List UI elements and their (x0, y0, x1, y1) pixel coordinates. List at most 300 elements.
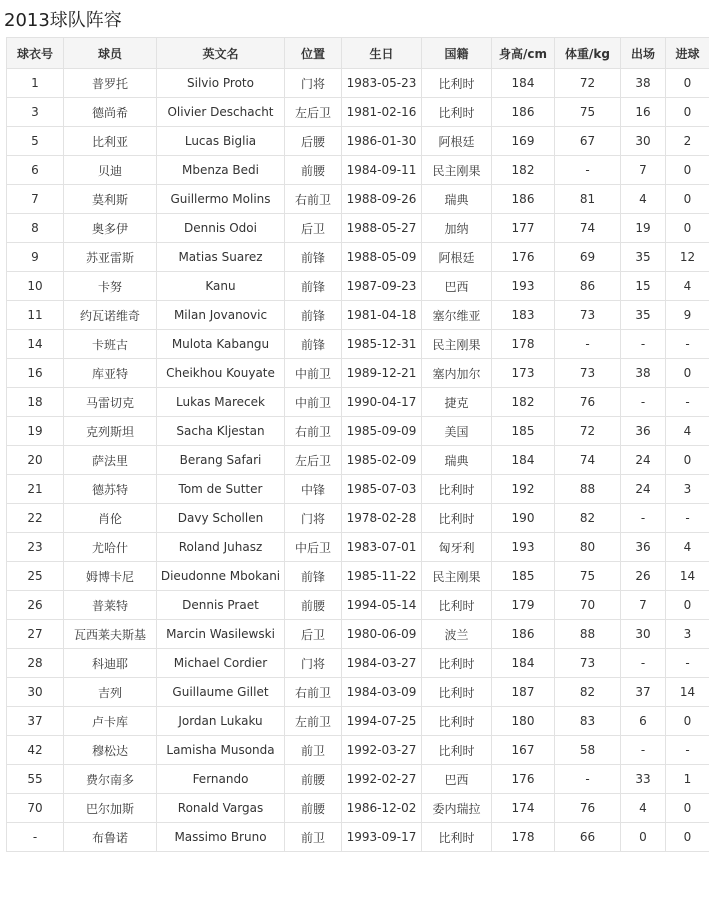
cell-weight: 82 (555, 678, 621, 707)
cell-appearances: - (621, 736, 666, 765)
cell-nationality: 塞内加尔 (422, 359, 492, 388)
cell-position: 前腰 (285, 156, 342, 185)
table-row (7, 446, 709, 475)
roster-table (6, 37, 709, 852)
cell-appearances: 36 (621, 533, 666, 562)
table-row (7, 504, 709, 533)
cell-height: 184 (492, 446, 555, 475)
cell-player-name[interactable]: 卢卡库 (64, 707, 157, 736)
cell-player-name[interactable]: 肖伦 (64, 504, 157, 533)
cell-goals: 0 (666, 707, 709, 736)
cell-height: 193 (492, 272, 555, 301)
cell-jersey-number: 23 (7, 533, 64, 562)
cell-weight: 81 (555, 185, 621, 214)
cell-height: 184 (492, 69, 555, 98)
cell-jersey-number: 14 (7, 330, 64, 359)
cell-english-name[interactable]: Dieudonne Mbokani (157, 562, 285, 591)
table-row (7, 388, 709, 417)
cell-appearances: 4 (621, 794, 666, 823)
cell-position: 中锋 (285, 475, 342, 504)
cell-appearances: - (621, 330, 666, 359)
cell-english-name[interactable]: Dennis Praet (157, 591, 285, 620)
cell-appearances: 0 (621, 823, 666, 852)
table-row (7, 127, 709, 156)
cell-jersey-number: 10 (7, 272, 64, 301)
cell-nationality: 波兰 (422, 620, 492, 649)
cell-english-name: Michael Cordier (157, 649, 285, 678)
cell-position: 左后卫 (285, 446, 342, 475)
cell-nationality: 比利时 (422, 475, 492, 504)
cell-goals: 1 (666, 765, 709, 794)
cell-jersey-number: 9 (7, 243, 64, 272)
cell-nationality: 比利时 (422, 504, 492, 533)
cell-goals: 2 (666, 127, 709, 156)
cell-goals: 0 (666, 823, 709, 852)
cell-appearances: 15 (621, 272, 666, 301)
cell-position: 前腰 (285, 765, 342, 794)
cell-goals: 0 (666, 98, 709, 127)
cell-player-name[interactable]: 苏亚雷斯 (64, 243, 157, 272)
cell-appearances: 16 (621, 98, 666, 127)
cell-weight: 82 (555, 504, 621, 533)
cell-english-name: Lukas Marecek (157, 388, 285, 417)
cell-player-name[interactable]: 卡班古 (64, 330, 157, 359)
cell-birthday: 1986-12-02 (342, 794, 422, 823)
cell-birthday: 1980-06-09 (342, 620, 422, 649)
table-row (7, 620, 709, 649)
cell-english-name: Roland Juhasz (157, 533, 285, 562)
cell-weight: 70 (555, 591, 621, 620)
cell-height: 169 (492, 127, 555, 156)
cell-goals: 4 (666, 417, 709, 446)
cell-nationality: 比利时 (422, 707, 492, 736)
cell-goals: 0 (666, 359, 709, 388)
cell-player-name[interactable]: 克列斯坦 (64, 417, 157, 446)
cell-position: 门将 (285, 504, 342, 533)
cell-nationality: 捷克 (422, 388, 492, 417)
cell-appearances: - (621, 504, 666, 533)
cell-goals: 3 (666, 620, 709, 649)
cell-appearances: 30 (621, 620, 666, 649)
cell-weight: 86 (555, 272, 621, 301)
cell-appearances: 38 (621, 359, 666, 388)
cell-position: 右前卫 (285, 185, 342, 214)
cell-weight: 73 (555, 359, 621, 388)
cell-player-name[interactable]: 德尚希 (64, 98, 157, 127)
cell-weight: 73 (555, 649, 621, 678)
table-row (7, 301, 709, 330)
cell-nationality: 比利时 (422, 736, 492, 765)
cell-weight: 75 (555, 562, 621, 591)
cell-jersey-number: 18 (7, 388, 64, 417)
cell-nationality: 民主刚果 (422, 330, 492, 359)
cell-english-name[interactable]: Marcin Wasilewski (157, 620, 285, 649)
cell-appearances: 36 (621, 417, 666, 446)
cell-height: 182 (492, 156, 555, 185)
cell-height: 192 (492, 475, 555, 504)
cell-birthday: 1983-07-01 (342, 533, 422, 562)
header-player: 球员 (64, 38, 157, 69)
cell-nationality: 阿根廷 (422, 127, 492, 156)
cell-weight: 72 (555, 69, 621, 98)
footer-fragment (50, 868, 130, 876)
cell-weight: 88 (555, 620, 621, 649)
cell-jersey-number: 42 (7, 736, 64, 765)
cell-goals: 14 (666, 562, 709, 591)
cell-birthday: 1987-09-23 (342, 272, 422, 301)
table-row (7, 185, 709, 214)
cell-player-name[interactable]: 德苏特 (64, 475, 157, 504)
cell-height: 185 (492, 562, 555, 591)
cell-birthday: 1985-07-03 (342, 475, 422, 504)
header-appearances: 出场 (621, 38, 666, 69)
cell-position: 右前卫 (285, 417, 342, 446)
cell-jersey-number: 8 (7, 214, 64, 243)
cell-jersey-number: 7 (7, 185, 64, 214)
cell-goals: - (666, 649, 709, 678)
cell-height: 178 (492, 330, 555, 359)
cell-player-name[interactable]: 巴尔加斯 (64, 794, 157, 823)
cell-nationality: 巴西 (422, 765, 492, 794)
cell-position: 后腰 (285, 127, 342, 156)
cell-nationality: 加纳 (422, 214, 492, 243)
header-weight: 体重/kg (555, 38, 621, 69)
cell-birthday: 1985-11-22 (342, 562, 422, 591)
cell-nationality: 比利时 (422, 591, 492, 620)
cell-player-name[interactable]: 瓦西莱夫斯基 (64, 620, 157, 649)
cell-player-name[interactable]: 卡努 (64, 272, 157, 301)
cell-appearances: 7 (621, 156, 666, 185)
cell-weight: 83 (555, 707, 621, 736)
table-row (7, 823, 709, 852)
table-row (7, 359, 709, 388)
cell-position: 门将 (285, 649, 342, 678)
cell-nationality: 瑞典 (422, 185, 492, 214)
cell-position: 中前卫 (285, 388, 342, 417)
cell-nationality: 阿根廷 (422, 243, 492, 272)
header-birthday: 生日 (342, 38, 422, 69)
table-row (7, 562, 709, 591)
cell-birthday: 1988-05-09 (342, 243, 422, 272)
cell-goals: 0 (666, 446, 709, 475)
cell-player-name: 普莱特 (64, 591, 157, 620)
cell-weight: 88 (555, 475, 621, 504)
table-row (7, 417, 709, 446)
cell-birthday: 1983-05-23 (342, 69, 422, 98)
cell-position: 右前卫 (285, 678, 342, 707)
cell-height: 177 (492, 214, 555, 243)
cell-goals: 0 (666, 591, 709, 620)
cell-player-name[interactable]: 库亚特 (64, 359, 157, 388)
cell-height: 176 (492, 765, 555, 794)
cell-english-name: Silvio Proto (157, 69, 285, 98)
cell-nationality: 民主刚果 (422, 156, 492, 185)
cell-position: 左前卫 (285, 707, 342, 736)
cell-height: 193 (492, 533, 555, 562)
cell-nationality: 比利时 (422, 649, 492, 678)
table-row (7, 678, 709, 707)
cell-position: 前腰 (285, 794, 342, 823)
cell-player-name[interactable]: 费尔南多 (64, 765, 157, 794)
cell-height: 184 (492, 649, 555, 678)
cell-jersey-number: 28 (7, 649, 64, 678)
cell-birthday: 1993-09-17 (342, 823, 422, 852)
cell-english-name[interactable]: Milan Jovanovic (157, 301, 285, 330)
table-row (7, 591, 709, 620)
cell-birthday: 1988-09-26 (342, 185, 422, 214)
cell-jersey-number: - (7, 823, 64, 852)
cell-player-name[interactable]: 尤哈什 (64, 533, 157, 562)
cell-birthday: 1989-12-21 (342, 359, 422, 388)
cell-goals: 14 (666, 678, 709, 707)
table-row (7, 794, 709, 823)
cell-player-name[interactable]: 比利亚 (64, 127, 157, 156)
cell-position: 中前卫 (285, 359, 342, 388)
table-row (7, 707, 709, 736)
cell-height: 190 (492, 504, 555, 533)
cell-position: 前锋 (285, 272, 342, 301)
cell-birthday: 1984-03-09 (342, 678, 422, 707)
cell-goals: 3 (666, 475, 709, 504)
cell-english-name[interactable]: Fernando (157, 765, 285, 794)
cell-height: 186 (492, 620, 555, 649)
cell-birthday: 1988-05-27 (342, 214, 422, 243)
cell-position: 前腰 (285, 591, 342, 620)
cell-birthday: 1981-04-18 (342, 301, 422, 330)
cell-english-name: Davy Schollen (157, 504, 285, 533)
cell-appearances: 7 (621, 591, 666, 620)
cell-english-name: Jordan Lukaku (157, 707, 285, 736)
cell-english-name[interactable]: Matias Suarez (157, 243, 285, 272)
cell-jersey-number: 1 (7, 69, 64, 98)
cell-appearances: 19 (621, 214, 666, 243)
cell-jersey-number: 21 (7, 475, 64, 504)
cell-nationality: 美国 (422, 417, 492, 446)
cell-position: 后卫 (285, 620, 342, 649)
cell-nationality: 比利时 (422, 678, 492, 707)
cell-position: 后卫 (285, 214, 342, 243)
cell-goals: - (666, 330, 709, 359)
cell-nationality: 匈牙利 (422, 533, 492, 562)
cell-appearances: 24 (621, 475, 666, 504)
cell-jersey-number: 25 (7, 562, 64, 591)
cell-english-name: Massimo Bruno (157, 823, 285, 852)
table-row (7, 156, 709, 185)
cell-position: 前锋 (285, 301, 342, 330)
cell-birthday: 1992-03-27 (342, 736, 422, 765)
cell-height: 174 (492, 794, 555, 823)
cell-english-name[interactable]: Kanu (157, 272, 285, 301)
cell-jersey-number: 70 (7, 794, 64, 823)
cell-weight: 67 (555, 127, 621, 156)
cell-player-name[interactable]: 吉列 (64, 678, 157, 707)
cell-birthday: 1978-02-28 (342, 504, 422, 533)
cell-goals: 0 (666, 185, 709, 214)
cell-weight: 69 (555, 243, 621, 272)
table-row (7, 765, 709, 794)
cell-height: 186 (492, 98, 555, 127)
cell-appearances: 24 (621, 446, 666, 475)
cell-weight: 74 (555, 214, 621, 243)
cell-english-name: Guillaume Gillet (157, 678, 285, 707)
cell-jersey-number: 16 (7, 359, 64, 388)
cell-appearances: 37 (621, 678, 666, 707)
header-position: 位置 (285, 38, 342, 69)
cell-birthday: 1992-02-27 (342, 765, 422, 794)
cell-nationality: 比利时 (422, 69, 492, 98)
cell-english-name: Lamisha Musonda (157, 736, 285, 765)
table-row (7, 214, 709, 243)
page-title: 2013球队阵容 (4, 10, 122, 31)
cell-jersey-number: 22 (7, 504, 64, 533)
cell-appearances: 30 (621, 127, 666, 156)
cell-weight: 80 (555, 533, 621, 562)
cell-weight: - (555, 156, 621, 185)
cell-english-name: Mbenza Bedi (157, 156, 285, 185)
cell-jersey-number: 27 (7, 620, 64, 649)
cell-position: 前锋 (285, 243, 342, 272)
table-header-row (7, 38, 709, 69)
cell-position: 前锋 (285, 330, 342, 359)
cell-english-name[interactable]: Lucas Biglia (157, 127, 285, 156)
cell-player-name[interactable]: 约瓦诺维奇 (64, 301, 157, 330)
cell-goals: 9 (666, 301, 709, 330)
cell-player-name[interactable]: 布鲁诺 (64, 823, 157, 852)
cell-weight: 72 (555, 417, 621, 446)
cell-position: 门将 (285, 69, 342, 98)
cell-height: 176 (492, 243, 555, 272)
header-jersey-number: 球衣号 (7, 38, 64, 69)
cell-height: 187 (492, 678, 555, 707)
table-row (7, 736, 709, 765)
cell-english-name: Olivier Deschacht (157, 98, 285, 127)
cell-english-name: Tom de Sutter (157, 475, 285, 504)
cell-position: 前卫 (285, 823, 342, 852)
table-row (7, 69, 709, 98)
table-row (7, 533, 709, 562)
cell-jersey-number: 26 (7, 591, 64, 620)
cell-nationality: 比利时 (422, 98, 492, 127)
cell-height: 167 (492, 736, 555, 765)
cell-birthday: 1990-04-17 (342, 388, 422, 417)
cell-goals: 0 (666, 69, 709, 98)
cell-player-name[interactable]: 萨法里 (64, 446, 157, 475)
cell-birthday: 1984-09-11 (342, 156, 422, 185)
cell-weight: - (555, 330, 621, 359)
cell-jersey-number: 55 (7, 765, 64, 794)
cell-appearances: 35 (621, 301, 666, 330)
cell-position: 前卫 (285, 736, 342, 765)
header-english-name: 英文名 (157, 38, 285, 69)
cell-jersey-number: 30 (7, 678, 64, 707)
cell-position: 前锋 (285, 562, 342, 591)
cell-nationality: 委内瑞拉 (422, 794, 492, 823)
cell-goals: - (666, 736, 709, 765)
cell-appearances: - (621, 388, 666, 417)
cell-goals: 0 (666, 156, 709, 185)
cell-jersey-number: 3 (7, 98, 64, 127)
cell-weight: 73 (555, 301, 621, 330)
cell-nationality: 巴西 (422, 272, 492, 301)
cell-height: 182 (492, 388, 555, 417)
cell-english-name: Ronald Vargas (157, 794, 285, 823)
cell-birthday: 1985-02-09 (342, 446, 422, 475)
cell-player-name[interactable]: 奥多伊 (64, 214, 157, 243)
cell-height: 185 (492, 417, 555, 446)
cell-goals: 4 (666, 272, 709, 301)
cell-height: 178 (492, 823, 555, 852)
cell-goals: 12 (666, 243, 709, 272)
cell-english-name[interactable]: Cheikhou Kouyate (157, 359, 285, 388)
header-height: 身高/cm (492, 38, 555, 69)
cell-goals: 0 (666, 794, 709, 823)
cell-player-name[interactable]: 莫利斯 (64, 185, 157, 214)
cell-height: 179 (492, 591, 555, 620)
cell-birthday: 1985-12-31 (342, 330, 422, 359)
cell-birthday: 1994-07-25 (342, 707, 422, 736)
cell-appearances: 35 (621, 243, 666, 272)
cell-english-name: Guillermo Molins (157, 185, 285, 214)
cell-birthday: 1985-09-09 (342, 417, 422, 446)
cell-player-name[interactable]: 穆松达 (64, 736, 157, 765)
cell-player-name: 贝迪 (64, 156, 157, 185)
cell-jersey-number: 6 (7, 156, 64, 185)
cell-goals: - (666, 504, 709, 533)
cell-height: 173 (492, 359, 555, 388)
cell-appearances: 26 (621, 562, 666, 591)
cell-weight: 66 (555, 823, 621, 852)
cell-goals: - (666, 388, 709, 417)
cell-birthday: 1986-01-30 (342, 127, 422, 156)
cell-english-name: Dennis Odoi (157, 214, 285, 243)
table-row (7, 649, 709, 678)
cell-player-name[interactable]: 普罗托 (64, 69, 157, 98)
table-row (7, 243, 709, 272)
cell-height: 183 (492, 301, 555, 330)
cell-weight: 76 (555, 794, 621, 823)
cell-nationality: 瑞典 (422, 446, 492, 475)
table-row (7, 475, 709, 504)
cell-weight: 74 (555, 446, 621, 475)
cell-birthday: 1994-05-14 (342, 591, 422, 620)
cell-jersey-number: 20 (7, 446, 64, 475)
cell-birthday: 1984-03-27 (342, 649, 422, 678)
cell-goals: 4 (666, 533, 709, 562)
cell-jersey-number: 5 (7, 127, 64, 156)
cell-player-name[interactable]: 科迪耶 (64, 649, 157, 678)
cell-appearances: 6 (621, 707, 666, 736)
cell-appearances: 38 (621, 69, 666, 98)
cell-nationality: 比利时 (422, 823, 492, 852)
cell-height: 186 (492, 185, 555, 214)
cell-player-name[interactable]: 马雷切克 (64, 388, 157, 417)
cell-jersey-number: 37 (7, 707, 64, 736)
cell-weight: 76 (555, 388, 621, 417)
cell-english-name: Sacha Kljestan (157, 417, 285, 446)
cell-english-name: Mulota Kabangu (157, 330, 285, 359)
cell-birthday: 1981-02-16 (342, 98, 422, 127)
header-goals: 进球 (666, 38, 709, 69)
roster-body (7, 69, 709, 852)
cell-goals: 0 (666, 214, 709, 243)
table-row (7, 98, 709, 127)
cell-player-name[interactable]: 姆博卡尼 (64, 562, 157, 591)
cell-nationality: 塞尔维亚 (422, 301, 492, 330)
cell-weight: 58 (555, 736, 621, 765)
cell-position: 中后卫 (285, 533, 342, 562)
table-row (7, 272, 709, 301)
header-nationality: 国籍 (422, 38, 492, 69)
